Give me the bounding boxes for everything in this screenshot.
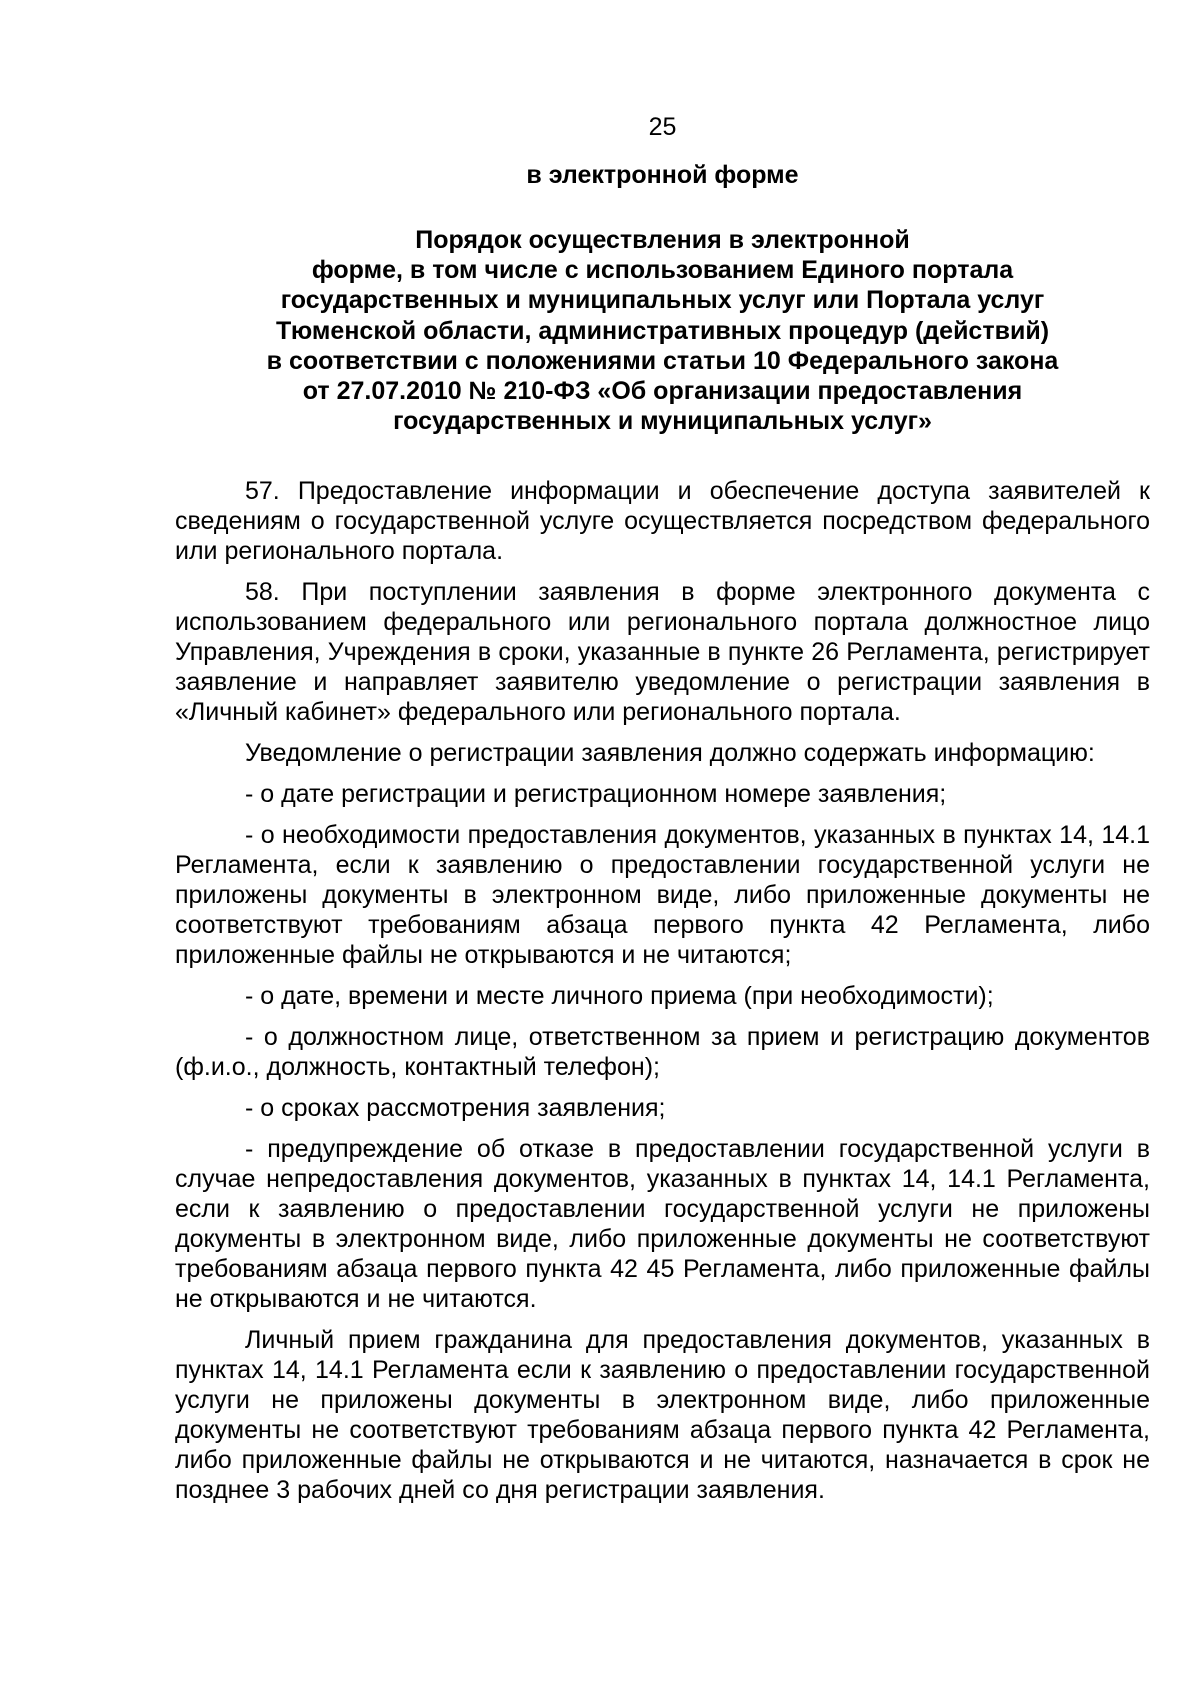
page-number: 25 [648, 113, 677, 141]
paragraph-personal-reception: Личный прием гражданина для предоставления документов, указанных в пунктах 14, 14.1 Регламента если к заявлению о предоставлении государственной услуги не приложены документы в электронном виде, либо приложенные документы не соответствуют требованиям абзаца первого пункта 42 Регламента, либо приложенные файлы не открываются и не читаются, назначается в срок не позднее 3 рабочих дней со дня регистрации заявления. [175, 1326, 1150, 1505]
list-item: - о дате регистрации и регистрационном номере заявления; [245, 780, 947, 809]
heading-line: Тюменской области, административных процедур (действий) [275, 316, 1050, 345]
list-item: - о сроках рассмотрения заявления; [245, 1094, 666, 1123]
heading-line: Порядок осуществления в электронной [415, 226, 910, 254]
list-item: - о должностном лице, ответственном за прием и регистрацию документов (ф.и.о., должность, контактный телефон); [175, 1023, 1150, 1082]
document-page [175, 113, 1150, 1516]
paragraph-57: 57. Предоставление информации и обеспечение доступа заявителей к сведениям о государственной услуге осуществляется посредством федерального или регионального портала. [175, 477, 1150, 566]
document-body [175, 476, 1150, 1505]
list-item: - о дате, времени и месте личного приема (при необходимости); [245, 982, 994, 1011]
heading-line: государственных и муниципальных услуг или Портала услуг [280, 286, 1045, 315]
list-item: - о необходимости предоставления документов, указанных в пунктах 14, 14.1 Регламента, если к заявлению о предоставлении государственной услуги не приложены документы в электронном виде, либо приложенные документы не соответствуют требованиям абзаца первого пункта 42 Регламента, либо приложенные файлы не открываются и не читаются; [175, 821, 1150, 970]
list-item: - предупреждение об отказе в предоставлении государственной услуги в случае непредоставления документов, указанных в пунктах 14, 14.1 Регламента, если к заявлению о предоставлении государственной услуги не приложены документы в электронном виде, либо приложенные документы не соответствуют требованиям абзаца первого пункта 42 45 Регламента, либо приложенные файлы не открываются и не читаются. [175, 1135, 1150, 1314]
heading-line: государственных и муниципальных услуг» [393, 407, 932, 436]
paragraph-notice-intro: Уведомление о регистрации заявления должно содержать информацию: [245, 739, 1095, 768]
heading-line: от 27.07.2010 № 210-ФЗ «Об организации предоставления [302, 377, 1023, 406]
heading-line: в соответствии с положениями статьи 10 Федерального закона [266, 346, 1059, 375]
section-subtitle: в электронной форме [526, 161, 799, 189]
heading-line: форме, в том числе с использованием Единого портала [311, 256, 1014, 285]
paragraph-58: 58. При поступлении заявления в форме электронного документа с использованием федерального или регионального портала должностное лицо Управления, Учреждения в сроки, указанные в пункте 26 Регламента, регистрирует заявление и направляет заявителю уведомление о регистрации заявления в «Личный кабинет» федерального или регионального портала. [175, 578, 1150, 727]
section-heading [175, 225, 1150, 436]
